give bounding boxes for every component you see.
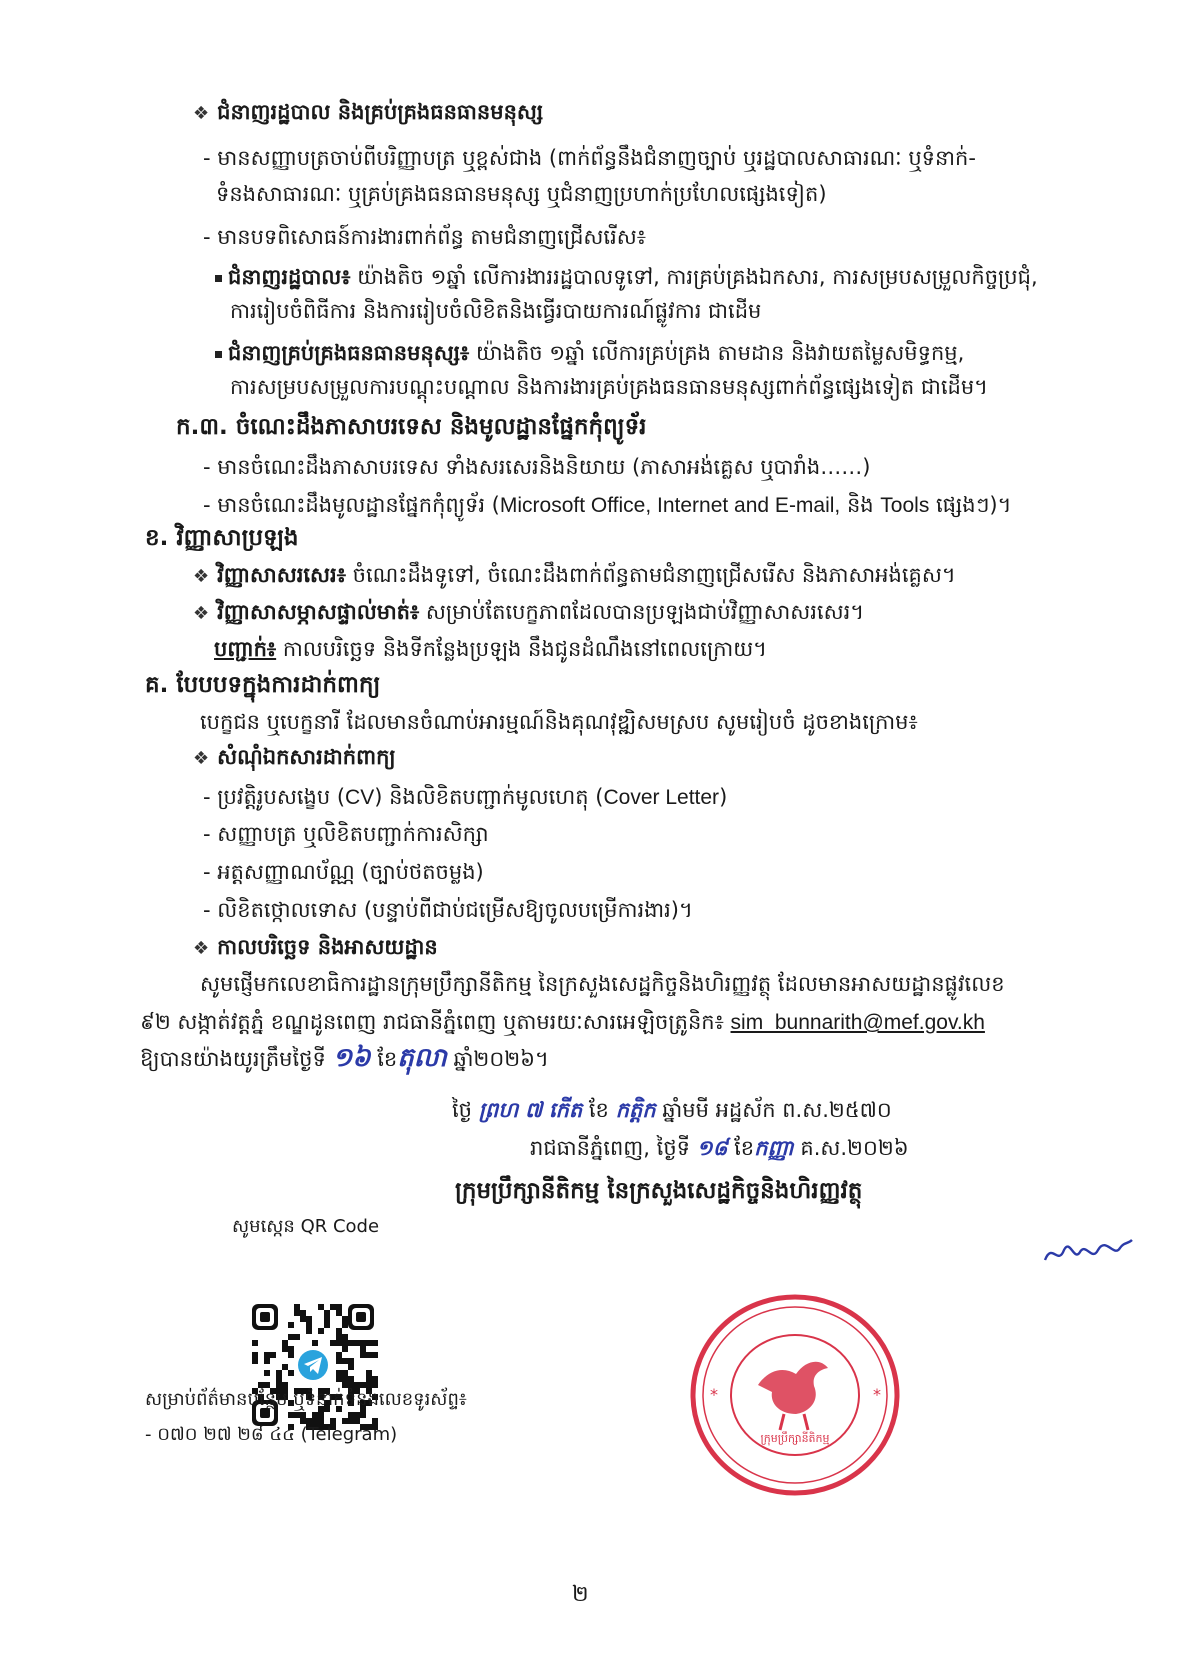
computer-skill-line: - មានចំណេះដឹងមូលដ្ឋានផ្នែកកុំព្យូទ័រ (Microsoft Office, Internet and E-mail, និង Tools ផ្សេងៗ)។ (203, 493, 1012, 517)
degree-line-1: - មានសញ្ញាបត្រចាប់ពីបរិញ្ញាបត្រ ឬខ្ពស់ជាង (ពាក់ព័ន្ធនឹងជំនាញច្បាប់ ឬរដ្ឋបាលសាធារណៈ ឬទំនាក់- (203, 146, 976, 170)
svg-text:*: * (710, 1385, 718, 1404)
admin-skill-line: ជំនាញរដ្ឋបាល៖ យ៉ាងតិច ១ឆ្នាំ លើការងាររដ្ឋបាលទូទៅ, ការគ្រប់គ្រងឯកសារ, ការសម្របសម្រួលកិច្ចប្រជុំ, (215, 262, 1038, 292)
doc-id-line: - អត្តសញ្ញាណប័ណ្ណ (ច្បាប់ថតចម្លង) (203, 860, 484, 884)
seal-text: ក្រុមប្រឹក្សានីតិកម្ម (760, 1432, 830, 1445)
doc-criminal-record-line: - លិខិតថ្កោលទោស (បន្ទាប់ពីជាប់ជម្រើសឱ្យចូលបម្រើការងារ)។ (203, 898, 693, 922)
square-bullet-icon (215, 275, 222, 282)
address-line-1: សូមផ្ញើមកលេខាធិការដ្ឋានក្រុមប្រឹក្សានីតិកម្ម នៃក្រសួងសេដ្ឋកិច្ចនិងហិរញ្ញវត្ថុ ដែលមានអាសយដ្ឋានផ្លូវលេខ (200, 972, 1005, 996)
interview-exam-line: ❖ វិញ្ញាសាសម្ភាសផ្ទាល់មាត់៖ សម្រាប់តែបេក្ខភាពដែលបានប្រឡងជាប់វិញ្ញាសាសរសេរ។ (193, 600, 865, 624)
diamond-bullet-icon: ❖ (193, 566, 210, 587)
experience-line: - មានបទពិសោធន៍ការងារពាក់ព័ន្ធ តាមជំនាញជ្រើសរើស៖ (203, 225, 646, 249)
page-number: ២ (572, 1582, 589, 1607)
deadline-heading: ❖ កាលបរិច្ឆេទ និងអាសយដ្ឋាន (193, 935, 438, 959)
written-exam-line: ❖ វិញ្ញាសាសរសេរ៖ ចំណេះដឹងទូទៅ, ចំណេះដឹងពាក់ព័ន្ធតាមជំនាញជ្រើសរើស និងភាសាអង់គ្លេស។ (193, 563, 956, 587)
deadline-line: ឱ្យបានយ៉ាងយូរត្រឹមថ្ងៃទី ១៦ ខែតុលា ឆ្នាំ២០២៦។ (140, 1043, 549, 1073)
k3-heading: ក.៣. ចំណេះដឹងភាសាបរទេស និងមូលដ្ឋានផ្នែកកុំព្យូទ័រ (176, 414, 647, 440)
square-bullet-icon (215, 351, 222, 358)
signature (1040, 1232, 1135, 1272)
telegram-icon (298, 1350, 328, 1380)
apply-heading: គ. បែបបទក្នុងការដាក់ពាក្យ (145, 672, 381, 698)
qr-caption: សូមស្កេន QR Code (232, 1216, 380, 1237)
svg-text:*: * (873, 1385, 881, 1404)
degree-line-2: ទំនងសាធារណៈ ឬគ្រប់គ្រងធនធានមនុស្ស ឬជំនាញប្រហាក់ប្រហែលផ្សេងទៀត) (216, 182, 827, 206)
exam-note-line: បញ្ជាក់៖ កាលបរិច្ឆេទ និងទីកន្លែងប្រឡង នឹងជូនដំណឹងនៅពេលក្រោយ។ (214, 637, 768, 661)
admin-hr-heading: ❖ ជំនាញរដ្ឋបាល និងគ្រប់គ្រងធនធានមនុស្ស (193, 100, 544, 124)
solar-date-line: រាជធានីភ្នំពេញ, ថ្ងៃទី ១៨ ខែកញ្ញា គ.ស.២០២៦ (530, 1135, 909, 1160)
doc-cv-line: - ប្រវត្តិរូបសង្ខេប (CV) និងលិខិតបញ្ជាក់មូលហេតុ (Cover Letter) (203, 785, 728, 809)
diamond-bullet-icon: ❖ (193, 748, 210, 769)
exam-heading: ខ. វិញ្ញាសាប្រឡង (145, 525, 299, 551)
documents-heading: ❖ សំណុំឯកសារដាក់ពាក្យ (193, 745, 396, 769)
diamond-bullet-icon: ❖ (193, 938, 210, 959)
apply-intro: បេក្ខជន ឬបេក្ខនារី ដែលមានចំណាប់អារម្មណ៍និងគុណវុឌ្ឍិសមស្រប សូមរៀបចំ ដូចខាងក្រោម៖ (200, 710, 918, 734)
contact-phone: - ០៧០ ២៧ ២៨ ៤៤ (Telegram) (145, 1424, 398, 1445)
diamond-bullet-icon: ❖ (193, 103, 210, 124)
lunar-date-line: ថ្ងៃ ព្រហ ៧ កើត ខែ កត្ដិក ឆ្នាំមមី អដ្ឋស័ក ព.ស.២៥៧០ (452, 1097, 892, 1122)
council-name: ក្រុមប្រឹក្សានីតិកម្ម នៃក្រសួងសេដ្ឋកិច្ចនិងហិរញ្ញវត្ថុ (455, 1178, 863, 1204)
email-link[interactable]: sim_bunnarith@mef.gov.kh (730, 1011, 985, 1034)
address-line-2: ៩២ សង្កាត់វត្តភ្នំ ខណ្ឌដូនពេញ រាជធានីភ្នំពេញ ឬតាមរយៈសារអេឡិចត្រូនិក៖ sim_bunnarith@mef.gov.kh (140, 1010, 985, 1034)
foreign-language-line: - មានចំណេះដឹងភាសាបរទេស ទាំងសរសេរនិងនិយាយ (ភាសាអង់គ្លេស ឬបារាំង……) (203, 455, 871, 479)
contact-label: សម្រាប់ព័ត៌មានបន្ថែម ឬទំនាក់ទំនងលេខទូរស័ព្ទ៖ (145, 1389, 467, 1410)
admin-skill-line-2: ការរៀបចំពិធីការ និងការរៀបចំលិខិតនិងធ្វើរបាយការណ៍ផ្លូវការ ជាដើម (230, 299, 762, 323)
official-seal (688, 1290, 903, 1500)
hr-skill-line-2: ការសម្របសម្រួលការបណ្តុះបណ្តាល និងការងារគ្រប់គ្រងធនធានមនុស្សពាក់ព័ន្ធផ្សេងទៀត ជាដើម។ (230, 375, 988, 399)
doc-certificate-line: - សញ្ញាបត្រ ឬលិខិតបញ្ជាក់ការសិក្សា (203, 822, 489, 846)
hr-skill-line: ជំនាញគ្រប់គ្រងធនធានមនុស្ស៖ យ៉ាងតិច ១ឆ្នាំ លើការគ្រប់គ្រង តាមដាន និងវាយតម្លៃសមិទ្ធកម្ម, (215, 338, 964, 368)
diamond-bullet-icon: ❖ (193, 603, 210, 624)
